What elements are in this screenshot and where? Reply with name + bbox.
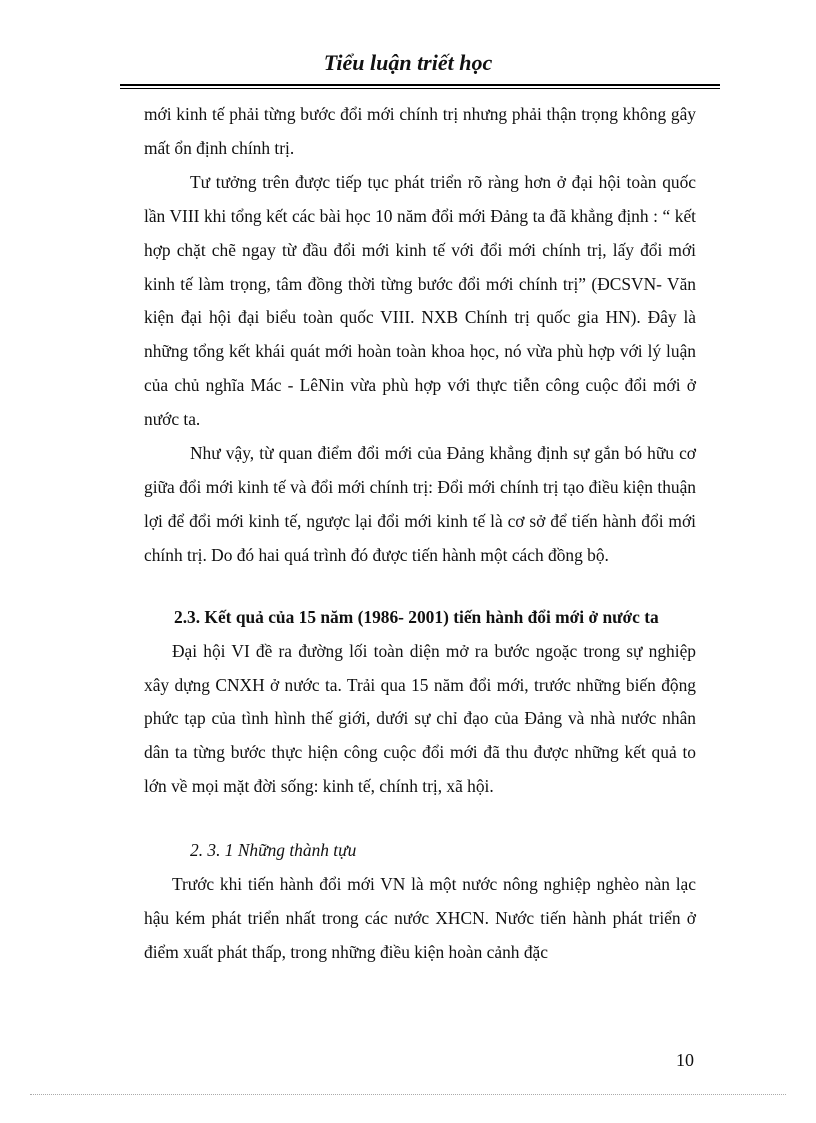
paragraph-congress-vi: Đại hội VI đề ra đường lối toàn diện mở ra bước ngoặc trong sự nghiệp xây dựng CNXH ở nước ta. Trải qua 15 năm đổi mới, trước những biến động phức tạp của tình hình thế giới, dưới sự chỉ đạo của Đảng và nhà nước nhân dân ta từng bước thực hiện công cuộc đổi mới đã thu được những kết quả to lớn về mọi mặt đời sống: kinh tế, chính trị, xã hội.: [144, 640, 696, 797]
paragraph-conclusion: Như vậy, từ quan điểm đổi mới của Đảng khẳng định sự gắn bó hữu cơ giữa đổi mới kinh tế và đổi mới chính trị: Đổi mới chính trị tạo điều kiện thuận lợi để đổi mới kinh tế, ngược lại đổi mới kinh tế là cơ sở để tiến hành đổi mới chính trị. Do đó hai quá trình đó được tiến hành một cách đồng bộ.: [144, 443, 696, 565]
page-number: 10: [676, 1050, 694, 1070]
header-rule-thin: [120, 88, 720, 89]
paragraph-before-renovation: Trước khi tiến hành đổi mới VN là một nước nông nghiệp nghèo nàn lạc hậu kém phát triển nhất trong các nước XHCN. Nước tiến hành phát triển ở điểm xuất phát thấp, trong những điều kiện hoàn cảnh đặc: [144, 874, 696, 962]
paragraph-viii-congress: Tư tưởng trên được tiếp tục phát triển rõ ràng hơn ở đại hội toàn quốc lần VIII khi tổng kết các bài học 10 năm đổi mới Đảng ta đã khẳng định : “ kết hợp chặt chẽ ngay từ đầu đổi mới kinh tế với đổi mới chính trị, lấy đổi mới kinh tế làm trọng, tâm đồng thời từng bước đổi mới chính trị” (ĐCSVN- Văn kiện đại hội đại biểu toàn quốc VIII. NXB Chính trị quốc gia HN). Đây là những tổng kết khái quát mới hoàn toàn khoa học, nó vừa phù hợp với lý luận của chủ nghĩa Mác - LêNin vừa phù hợp với thực tiễn công cuộc đổi mới ở nước ta.: [144, 171, 696, 430]
subsection-heading: 2. 3. 1 Những thành tựu: [190, 840, 357, 861]
footer-rule: [30, 1094, 786, 1095]
section-heading: 2.3. Kết quả của 15 năm (1986- 2001) tiến hành đổi mới ở nước ta: [174, 606, 659, 627]
header-title: Tiểu luận triết học: [323, 50, 493, 75]
document-body: [144, 98, 696, 970]
paragraph-continuation: mới kinh tế phải từng bước đổi mới chính trị nhưng phải thận trọng không gây mất ổn định chính trị.: [144, 104, 696, 158]
header-rule: [120, 84, 720, 86]
